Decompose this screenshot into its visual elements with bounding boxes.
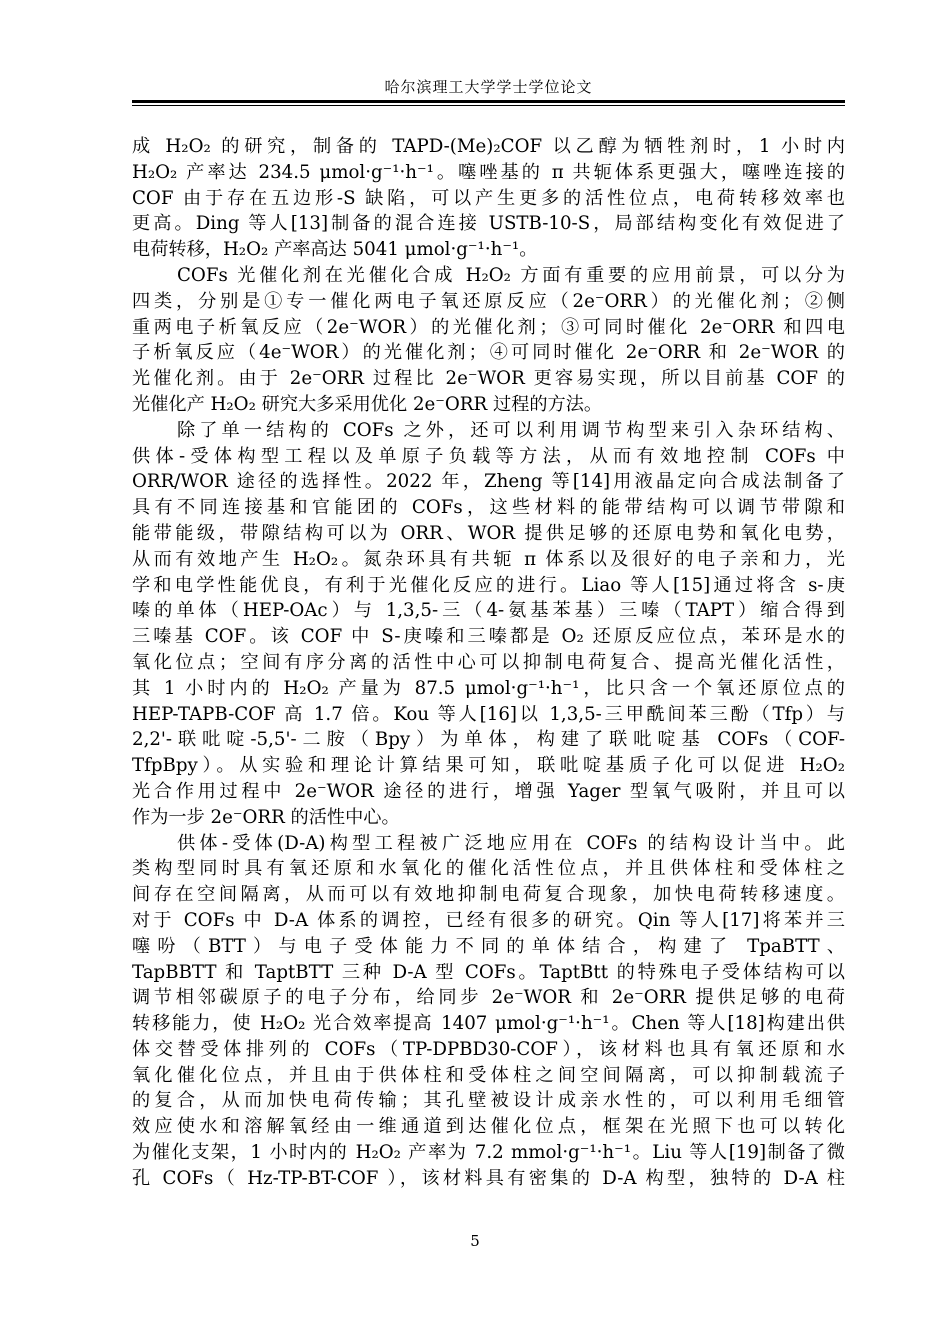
text-line: 效应使水和溶解氧经由一维通道到达催化位点，框架在光照下也可以转化 xyxy=(132,1116,845,1138)
text-line: 孔 COFs（ Hz-TP-BT-COF ），该材料具有密集的 D-A 构型，独特的 D-A 柱 xyxy=(132,1167,845,1189)
text-line: 噻吩（BTT）与电子受体能力不同的单体结合，构建了 TpaBTT、 xyxy=(132,935,845,957)
text-line: 供体-受体构型工程以及单原子负载等方法，从而有效地控制 COFs 中 xyxy=(132,445,845,467)
text-line: H₂O₂ 产率达 234.5 μmol·g⁻¹·h⁻¹。噻唑基的 π 共轭体系更强大，噻唑连接的 xyxy=(132,161,845,183)
text-line: 体交替受体排列的 COFs（TP-DPBD30-COF），该材料也具有氧还原和水 xyxy=(132,1038,845,1060)
text-line: HEP-TAPB-COF 高 1.7 倍。Kou 等人[16]以 1,3,5-三甲酰间苯三酚（Tfp）与 xyxy=(132,703,845,725)
text-line: 成 H₂O₂ 的研究，制备的 TAPD-(Me)₂COF 以乙醇为牺牲剂时，1 小时内 xyxy=(132,136,845,157)
text-line: 三嗪基 COF。该 COF 中 S-庚嗪和三嗪都是 O₂ 还原反应位点，苯环是水的 xyxy=(132,626,845,648)
text-line: 作为一步 2e⁻ORR 的活性中心。 xyxy=(132,806,400,828)
text-line: 间存在空间隔离，从而可以有效地抑制电荷复合现象，加快电荷转移速度。 xyxy=(132,884,845,906)
running-header: 哈尔滨理工大学学士学位论文 xyxy=(384,78,593,96)
text-line: 光合作用过程中 2e⁻WOR 途径的进行，增强 Yager 型氧气吸附，并且可以 xyxy=(132,780,845,802)
text-line: 对于 COFs 中 D-A 体系的调控，已经有很多的研究。Qin 等人[17]将苯并三 xyxy=(132,909,845,931)
text-line: 氧化位点；空间有序分离的活性中心可以抑制电荷复合、提高光催化活性， xyxy=(132,651,845,673)
text-line: 子析氧反应（4e⁻WOR）的光催化剂；④可同时催化 2e⁻ORR 和 2e⁻WOR 的 xyxy=(132,342,845,364)
text-line: ORR/WOR 途径的选择性。2022 年，Zheng 等[14]用液晶定向合成法制备了 xyxy=(132,471,845,493)
text-line: 学和电学性能优良，有利于光催化反应的进行。Liao 等人[15]通过将含 s-庚 xyxy=(132,574,845,596)
text-line: 从而有效地产生 H₂O₂。氮杂环具有共轭 π 体系以及很好的电子亲和力，光 xyxy=(132,548,845,570)
text-line: 能带能级，带隙结构可以为 ORR、WOR 提供足够的还原电势和氧化电势， xyxy=(132,522,845,544)
text-line: 嗪的单体（HEP-OAc）与 1,3,5-三（4-氨基苯基）三嗪（TAPT）缩合得到 xyxy=(132,600,845,622)
text-line: 光催化产 H₂O₂ 研究大多采用优化 2e⁻ORR 过程的方法。 xyxy=(132,393,603,415)
text-line: 更高。Ding 等人[13]制备的混合连接 USTB-10-S，局部结构变化有效促进了 xyxy=(132,213,845,235)
text-line: 类构型同时具有氧还原和水氧化的催化活性位点，并且供体柱和受体柱之 xyxy=(132,858,845,880)
text-line: 重两电子析氧反应（2e⁻WOR）的光催化剂；③可同时催化 2e⁻ORR 和四电 xyxy=(132,316,845,338)
body-text xyxy=(132,134,845,1192)
text-line: 氧化催化位点，并且由于供体柱和受体柱之间空间隔离，可以抑制载流子 xyxy=(132,1064,845,1086)
text-line: 转移能力，使 H₂O₂ 光合效率提高 1407 μmol·g⁻¹·h⁻¹。Chen 等人[18]构建出供 xyxy=(132,1013,845,1035)
header-rule-thin xyxy=(132,105,845,106)
text-line: 供体-受体(D-A)构型工程被广泛地应用在 COFs 的结构设计当中。此 xyxy=(177,832,845,854)
text-line: 调节相邻碳原子的电子分布，给同步 2e⁻WOR 和 2e⁻ORR 提供足够的电荷 xyxy=(132,987,845,1009)
text-line: 为催化支架，1 小时内的 H₂O₂ 产率为 7.2 mmol·g⁻¹·h⁻¹。Liu 等人[19]制备了微 xyxy=(132,1142,845,1164)
text-line: TfpBpy）。从实验和理论计算结果可知，联吡啶基质子化可以促进 H₂O₂ xyxy=(132,755,845,777)
text-line: 电荷转移，H₂O₂ 产率高达 5041 μmol·g⁻¹·h⁻¹。 xyxy=(132,239,538,261)
text-line: TapBBTT 和 TaptBTT 三种 D-A 型 COFs。TaptBtt 的特殊电子受体结构可以 xyxy=(132,961,845,983)
text-line: 其 1 小时内的 H₂O₂ 产量为 87.5 μmol·g⁻¹·h⁻¹，比只含一个氧还原位点的 xyxy=(132,677,845,699)
text-line: 具有不同连接基和官能团的 COFs，这些材料的能带结构可以调节带隙和 xyxy=(132,497,845,519)
text-line: 除了单一结构的 COFs 之外，还可以利用调节构型来引入杂环结构、 xyxy=(177,419,845,441)
text-line: COFs 光催化剂在光催化合成 H₂O₂ 方面有重要的应用前景，可以分为 xyxy=(177,264,845,286)
text-line: COF 由于存在五边形-S 缺陷，可以产生更多的活性位点，电荷转移效率也 xyxy=(132,187,845,209)
text-line: 光催化剂。由于 2e⁻ORR 过程比 2e⁻WOR 更容易实现，所以目前基 COF 的 xyxy=(132,368,845,390)
text-line: 四类，分别是①专一催化两电子氧还原反应（2e⁻ORR）的光催化剂；②侧 xyxy=(132,290,845,312)
text-line: 的复合，从而加快电荷传输；其孔壁被设计成亲水性的，可以利用毛细管 xyxy=(132,1090,845,1112)
header-rule-thick xyxy=(132,100,845,103)
page-number: 5 xyxy=(470,1232,480,1250)
text-line: 2,2'-联吡啶-5,5'-二胺（Bpy）为单体，构建了联吡啶基 COFs（COF- xyxy=(132,729,845,751)
